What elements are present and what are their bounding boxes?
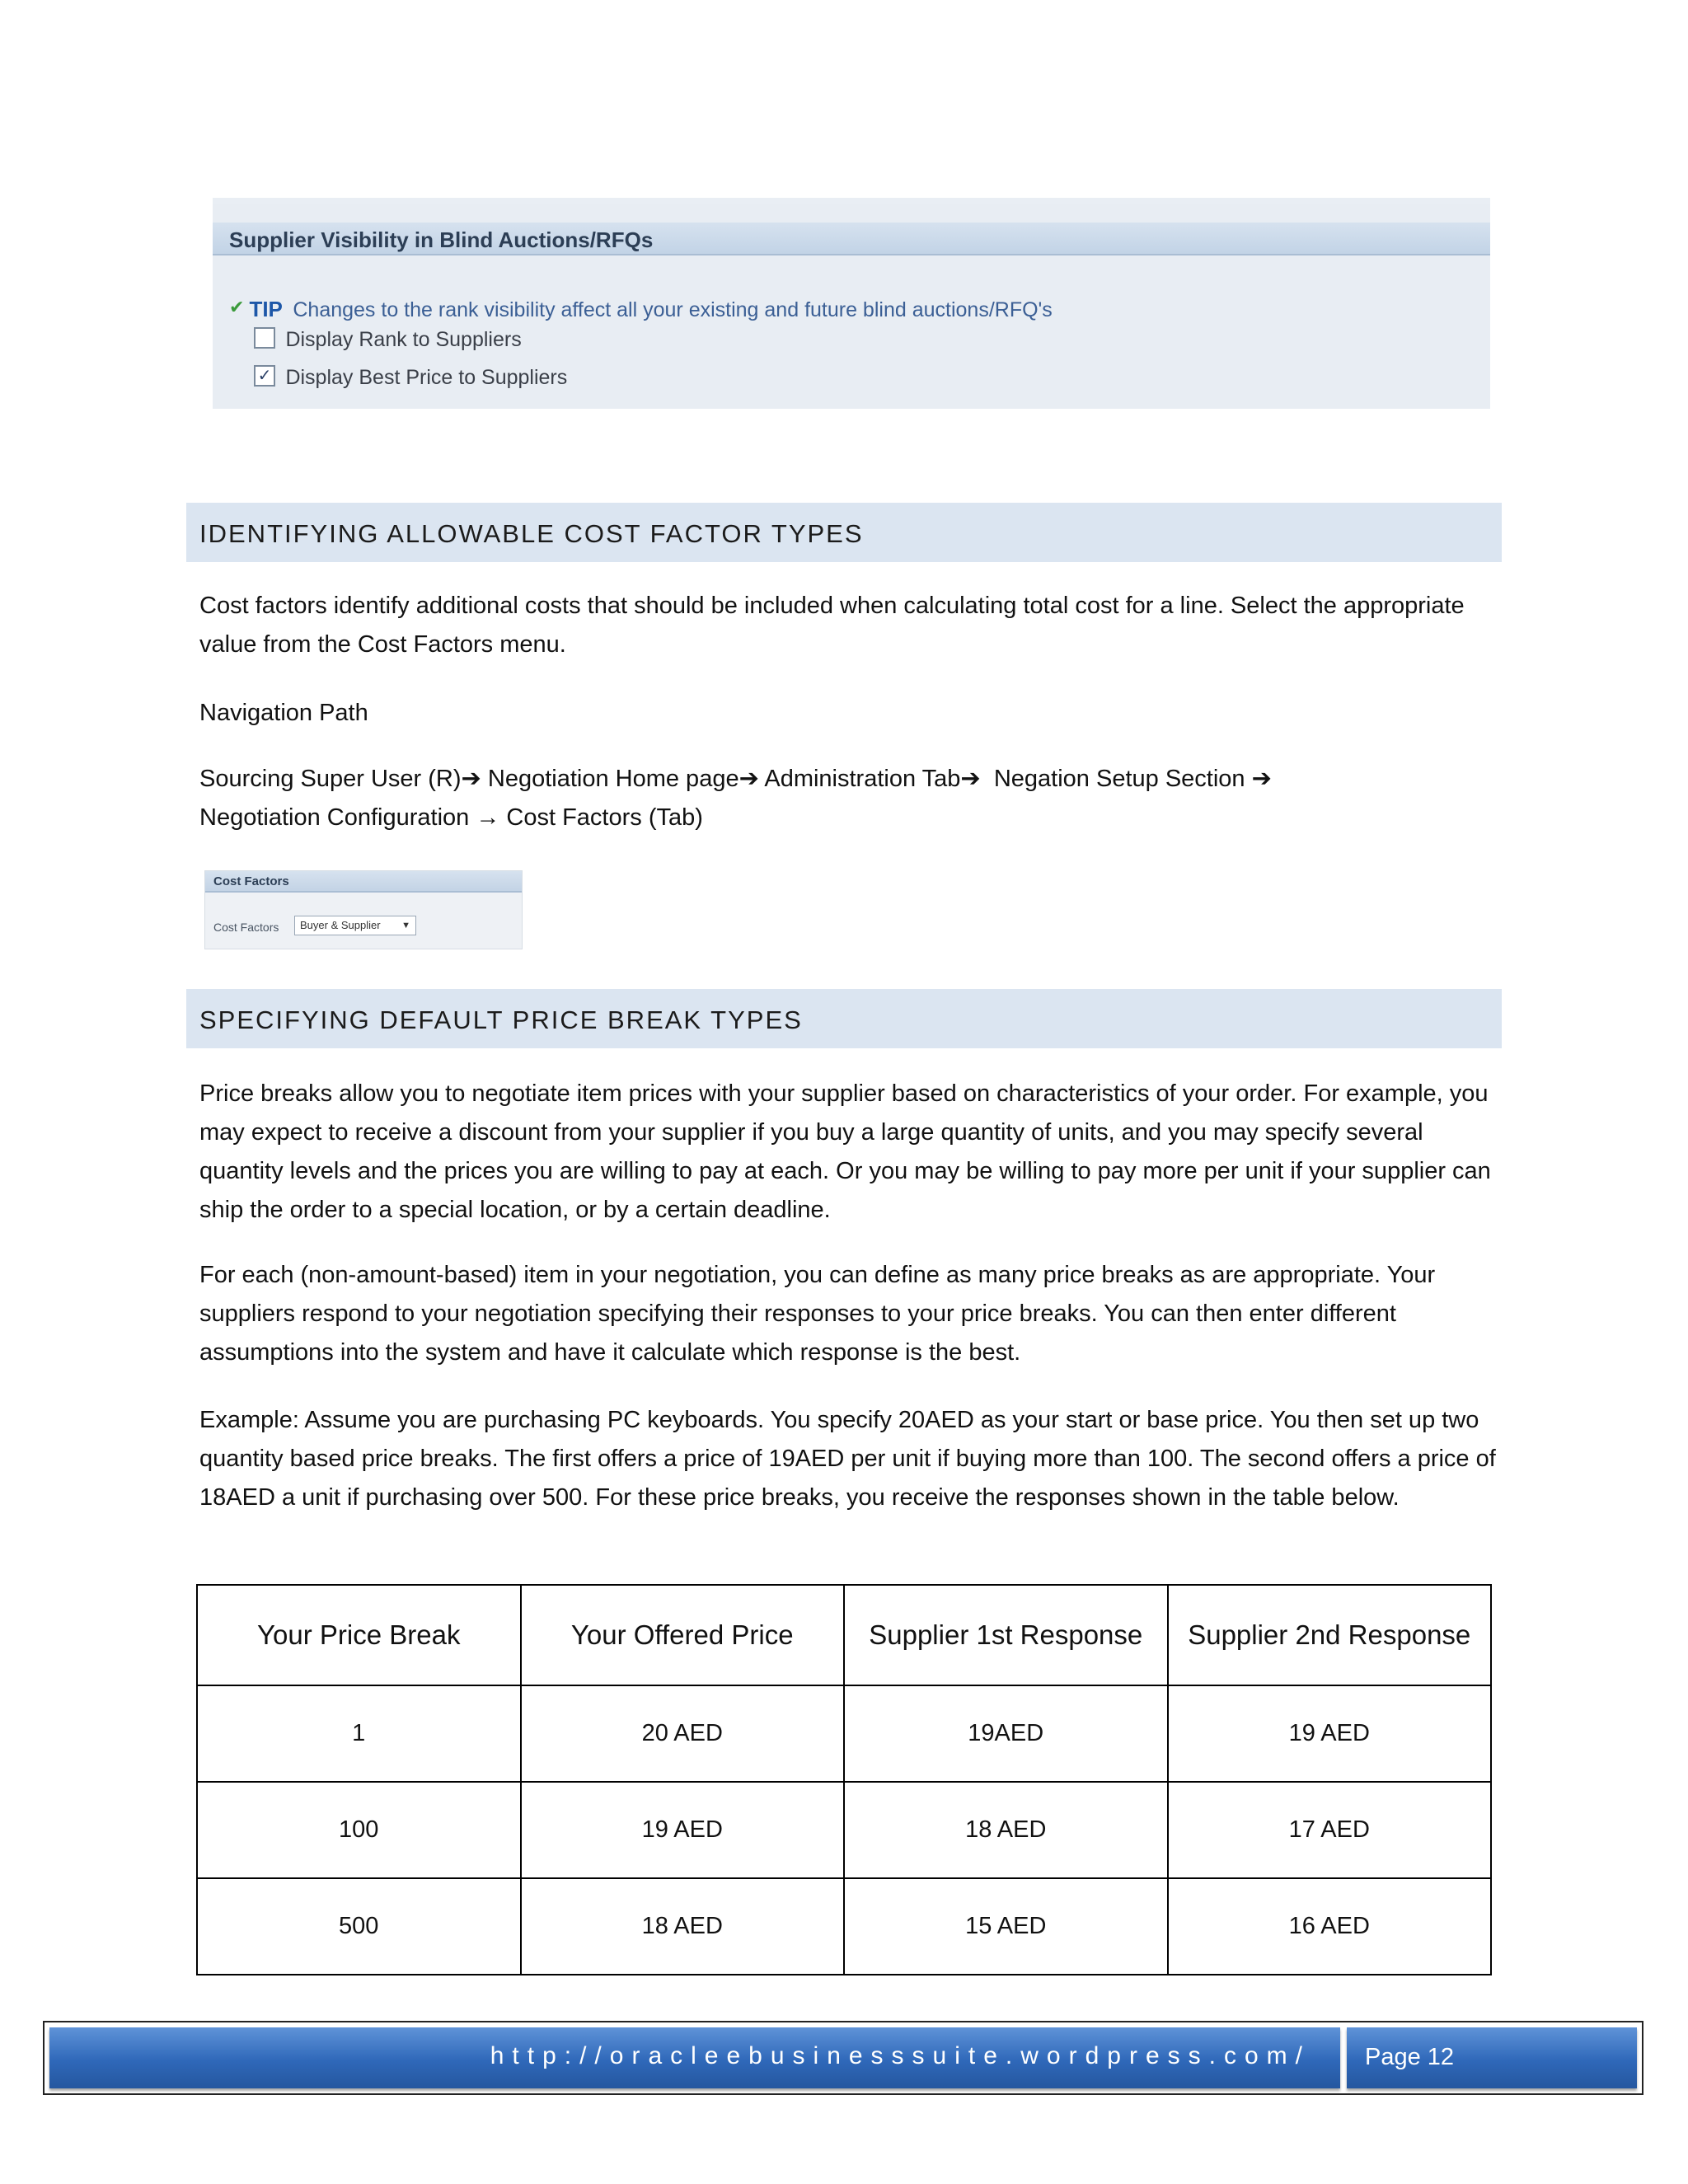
page-number: Page 12: [1365, 2044, 1455, 2070]
display-best-price-label: Display Best Price to Suppliers: [285, 366, 568, 389]
display-rank-checkbox[interactable]: [254, 327, 275, 349]
table-cell: 1: [197, 1685, 521, 1782]
cost-factors-screenshot: [204, 870, 523, 949]
nav-step: Negotiation Home page: [487, 766, 739, 792]
table-cell: 15 AED: [844, 1878, 1168, 1975]
table-cell: 500: [197, 1878, 521, 1975]
price-break-section-heading: [186, 989, 1502, 1048]
table-row: [197, 1685, 1491, 1782]
table-cell: 16 AED: [1168, 1878, 1492, 1975]
arrow-right-icon: ➔: [461, 766, 481, 792]
nav-step: Negotiation Configuration: [199, 804, 470, 831]
price-break-example: Example: Assume you are purchasing PC keyboards. You specify 20AED as your start or base price. You then set up two quantity based price breaks. The first offers a price of 19AED per unit if buying more than 100. The second offers a price of 18AED a unit if purchasing over 500. For these price breaks, you receive the responses shown in the table below.: [199, 1407, 1496, 1511]
table-row: [197, 1782, 1491, 1878]
price-break-paragraph-1: Price breaks allow you to negotiate item prices with your supplier based on characteristics of your order. For example, you may expect to receive a discount from your supplier if you buy a large quantity of units, and you may specify several quantity levels and the prices you are willing to pay at each. Or you may be willing to pay more per unit if your supplier can ship the order to a special location, or by a certain deadline.: [199, 1080, 1491, 1223]
chevron-down-icon[interactable]: ▼: [401, 921, 410, 930]
footer-url[interactable]: http://oracleebusinesssuite.wordpress.com/: [490, 2042, 1311, 2069]
nav-step: Negation Setup Section: [993, 766, 1245, 792]
check-icon: ✔: [229, 297, 245, 317]
cost-factors-selected-value: Buyer & Supplier: [300, 919, 381, 931]
footer-url-bar: [49, 2027, 1340, 2088]
table-cell: 19AED: [844, 1685, 1168, 1782]
arrow-right-icon: →: [476, 804, 500, 831]
tip-label: TIP: [249, 297, 283, 321]
arrow-right-icon: ➔: [738, 766, 759, 792]
cost-factors-field-label: Cost Factors: [213, 921, 279, 934]
cost-factor-section-heading: [186, 503, 1502, 562]
tip-row: [229, 297, 1053, 325]
table-cell: 18 AED: [521, 1878, 845, 1975]
nav-step: Cost Factors (Tab): [506, 804, 703, 831]
screenshot-top-divider: [213, 198, 1490, 204]
table-cell: 100: [197, 1782, 521, 1878]
cost-factor-heading-text: IDENTIFYING ALLOWABLE COST FACTOR TYPES: [199, 519, 864, 548]
table-cell: 19 AED: [1168, 1685, 1492, 1782]
option-display-rank[interactable]: [254, 328, 522, 356]
arrow-right-icon: ➔: [960, 766, 981, 792]
header-supplier-1st-response: Supplier 1st Response: [844, 1585, 1168, 1685]
visibility-panel-header: [213, 223, 1490, 255]
table-cell: 17 AED: [1168, 1782, 1492, 1878]
cost-factor-intro: Cost factors identify additional costs that should be included when calculating total cost for a line. Select the appropriate value from the Cost Factors menu.: [199, 593, 1465, 658]
visibility-panel-title: Supplier Visibility in Blind Auctions/RFQs: [229, 227, 654, 252]
tip-text: Changes to the rank visibility affect all your existing and future blind auctions/RFQ's: [293, 298, 1053, 321]
table-header-row: [197, 1585, 1491, 1685]
footer-page-bar: [1347, 2027, 1637, 2088]
cost-factors-panel-header: [205, 871, 522, 893]
header-supplier-2nd-response: Supplier 2nd Response: [1168, 1585, 1492, 1685]
header-your-price-break: Your Price Break: [197, 1585, 521, 1685]
table-cell: 19 AED: [521, 1782, 845, 1878]
supplier-visibility-screenshot: [213, 198, 1490, 409]
cost-factors-panel-title: Cost Factors: [213, 874, 289, 888]
price-break-table: [196, 1584, 1492, 1975]
cost-factors-select[interactable]: [294, 916, 416, 935]
table-row: [197, 1878, 1491, 1975]
option-display-best-price[interactable]: [254, 366, 567, 394]
navigation-path-label: Navigation Path: [199, 700, 368, 726]
table-cell: 18 AED: [844, 1782, 1168, 1878]
navigation-path: [199, 760, 1502, 837]
display-best-price-checkbox[interactable]: ✓: [254, 365, 275, 387]
header-your-offered-price: Your Offered Price: [521, 1585, 845, 1685]
price-break-heading-text: SPECIFYING DEFAULT PRICE BREAK TYPES: [199, 1005, 803, 1034]
table-cell: 20 AED: [521, 1685, 845, 1782]
price-break-paragraph-2: For each (non-amount-based) item in your negotiation, you can define as many price breaks as are appropriate. Your suppliers respond to your negotiation specifying their responses to your price breaks. You can then enter different assumptions into the system and have it calculate which response is the best.: [199, 1262, 1436, 1366]
display-rank-label: Display Rank to Suppliers: [285, 328, 522, 351]
nav-step: Sourcing Super User (R): [199, 766, 462, 792]
arrow-right-icon: ➔: [1251, 766, 1272, 792]
nav-step: Administration Tab: [764, 766, 961, 792]
